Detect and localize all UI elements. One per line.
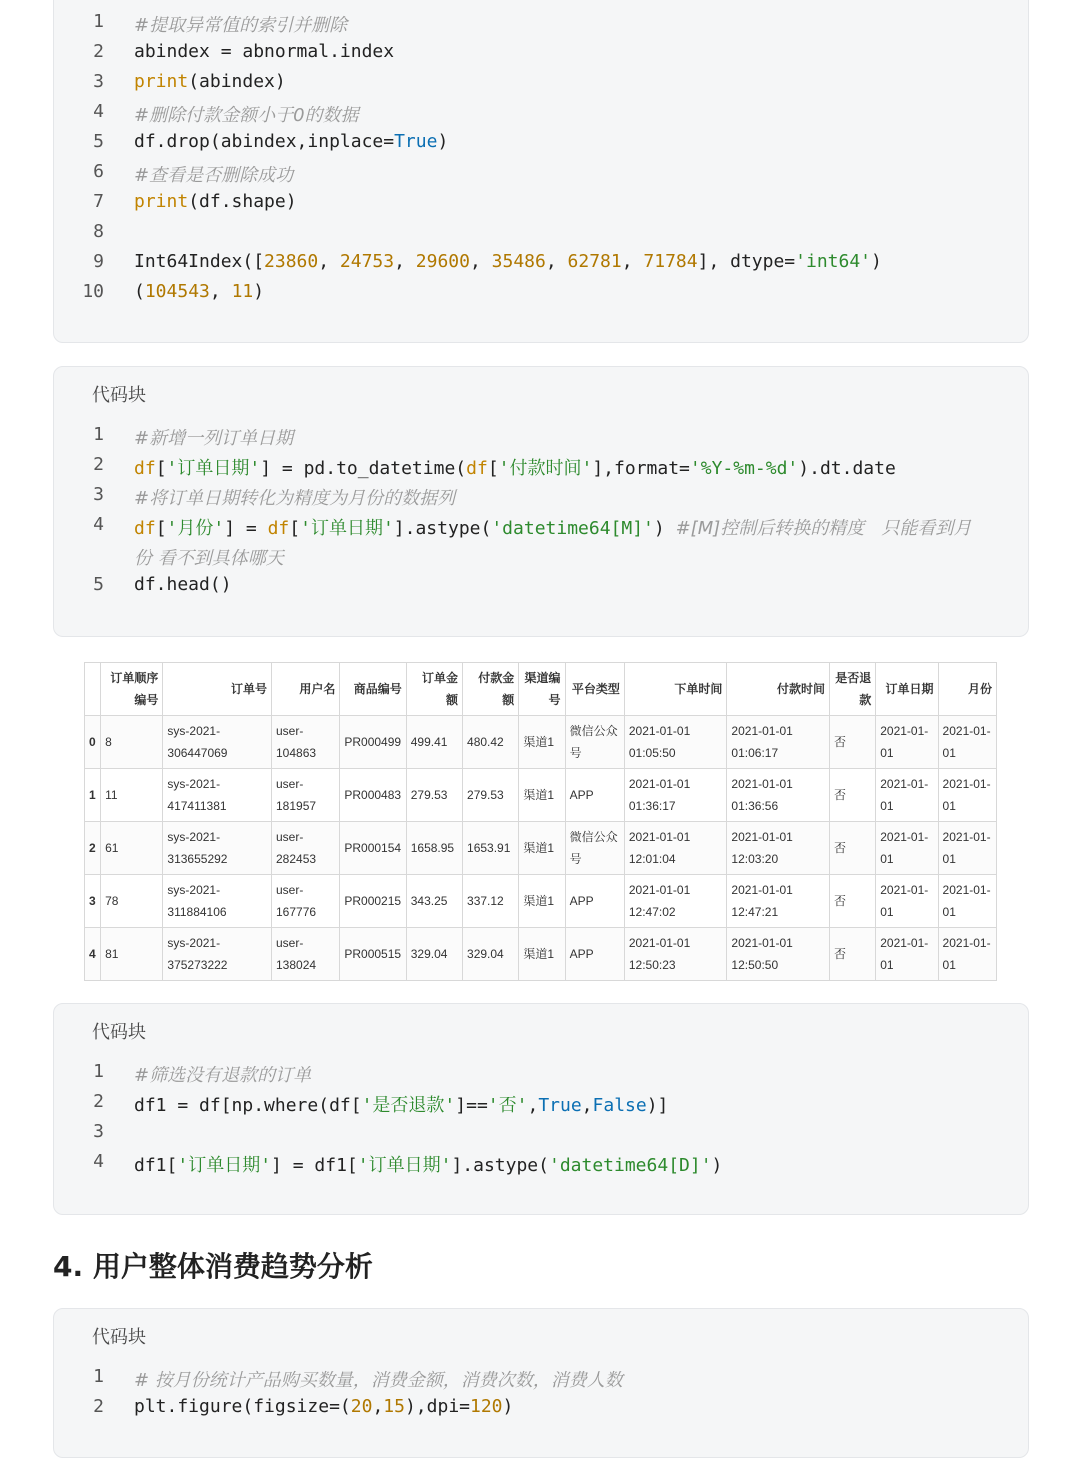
row-index: 3 (85, 875, 101, 928)
line-number: 8 (93, 221, 104, 242)
line-number: 1 (93, 424, 104, 445)
table-cell: 2021-01-01 12:47:21 (727, 875, 830, 928)
code-block-4 (53, 1308, 1029, 1458)
line-number: 1 (93, 1061, 104, 1082)
table-row (85, 716, 997, 769)
line-number: 4 (93, 514, 104, 535)
table-row (85, 822, 997, 875)
table-cell: 2021-01-01 01:36:17 (624, 769, 727, 822)
code-text: Int64Index([23860, 24753, 29600, 35486, 62781, 71784], dtype='int64') (134, 251, 882, 272)
table-cell: 否 (829, 769, 875, 822)
table-cell: sys-2021-375273222 (163, 928, 272, 981)
table-cell: PR000154 (340, 822, 406, 875)
code-block-3 (53, 1003, 1029, 1215)
table-cell: 78 (101, 875, 163, 928)
code-text: (104543, 11) (134, 281, 265, 302)
table-cell: 81 (101, 928, 163, 981)
table-cell: 2021-01-01 (876, 822, 938, 875)
column-header: 是否退款 (829, 663, 875, 716)
line-number: 3 (93, 484, 104, 505)
dataframe-table (84, 662, 997, 981)
table-cell: APP (565, 875, 624, 928)
code-text: df['订单日期'] = pd.to_datetime(df['付款时间'],format='%Y-%m-%d').dt.date (134, 458, 896, 479)
table-cell: 1653.91 (463, 822, 519, 875)
table-cell: PR000515 (340, 928, 406, 981)
table-cell: 渠道1 (519, 769, 565, 822)
table-cell: 8 (101, 716, 163, 769)
line-number: 2 (93, 454, 104, 475)
table-cell: sys-2021-417411381 (163, 769, 272, 822)
column-header: 渠道编号 (519, 663, 565, 716)
section-heading: 4. 用户整体消费趋势分析 (53, 1250, 373, 1283)
column-header: 付款时间 (727, 663, 830, 716)
line-number: 4 (93, 1151, 104, 1172)
code-text: df1 = df[np.where(df['是否退款']=='否',True,False)] (134, 1095, 669, 1116)
table-cell: 279.53 (406, 769, 462, 822)
row-index: 4 (85, 928, 101, 981)
table-cell: 2021-01-01 12:50:50 (727, 928, 830, 981)
table-cell: 61 (101, 822, 163, 875)
table-cell: APP (565, 769, 624, 822)
table-row (85, 928, 997, 981)
code-text: # 按月份统计产品购买数量，消费金额，消费次数，消费人数 (134, 1370, 623, 1391)
table-cell: 渠道1 (519, 716, 565, 769)
code-text: print(df.shape) (134, 191, 297, 212)
column-header: 付款金额 (463, 663, 519, 716)
line-number: 10 (82, 281, 104, 302)
table-body (85, 716, 997, 981)
table-cell: 微信公众号 (565, 822, 624, 875)
line-number: 6 (93, 161, 104, 182)
table-cell: 2021-01-01 (876, 769, 938, 822)
table-cell: 2021-01-01 12:01:04 (624, 822, 727, 875)
line-number: 1 (93, 1366, 104, 1387)
code-block-title: 代码块 (92, 1327, 146, 1348)
table-row (85, 769, 997, 822)
code-text: #新增一列订单日期 (134, 428, 294, 449)
table-cell: user-138024 (272, 928, 340, 981)
column-header: 月份 (938, 663, 996, 716)
table-cell: 2021-01-01 (938, 928, 996, 981)
table-cell: 2021-01-01 12:47:02 (624, 875, 727, 928)
table-cell: 329.04 (406, 928, 462, 981)
code-text: print(abindex) (134, 71, 286, 92)
table-cell: PR000215 (340, 875, 406, 928)
column-header: 订单金额 (406, 663, 462, 716)
table-cell: user-282453 (272, 822, 340, 875)
column-header: 平台类型 (565, 663, 624, 716)
code-text: abindex = abnormal.index (134, 41, 395, 62)
code-text: #筛选没有退款的订单 (134, 1065, 312, 1086)
table-cell: 否 (829, 716, 875, 769)
table-cell: PR000483 (340, 769, 406, 822)
line-number: 3 (93, 1121, 104, 1142)
code-text: #提取异常值的索引并删除 (134, 15, 348, 36)
table-cell: sys-2021-306447069 (163, 716, 272, 769)
line-number: 2 (93, 41, 104, 62)
table-cell: 渠道1 (519, 928, 565, 981)
line-number: 2 (93, 1396, 104, 1417)
table-cell: user-167776 (272, 875, 340, 928)
table-cell: 2021-01-01 (876, 875, 938, 928)
column-header: 用户名 (272, 663, 340, 716)
table-cell: 否 (829, 822, 875, 875)
column-header: 订单顺序编号 (101, 663, 163, 716)
code-text: plt.figure(figsize=(20,15),dpi=120) (134, 1396, 514, 1417)
code-block-2 (53, 366, 1029, 637)
table-cell: APP (565, 928, 624, 981)
table-cell: 否 (829, 928, 875, 981)
table-cell: 2021-01-01 (876, 928, 938, 981)
line-number: 5 (93, 131, 104, 152)
table-cell: sys-2021-311884106 (163, 875, 272, 928)
table-cell: user-181957 (272, 769, 340, 822)
line-number: 3 (93, 71, 104, 92)
table-cell: user-104863 (272, 716, 340, 769)
code-text: df1['订单日期'] = df1['订单日期'].astype('datetime64[D]') (134, 1155, 723, 1176)
table-cell: 2021-01-01 12:50:23 (624, 928, 727, 981)
table-cell: 2021-01-01 01:36:56 (727, 769, 830, 822)
line-number: 5 (93, 574, 104, 595)
code-text: df['月份'] = df['订单日期'].astype('datetime64[M]') #[M]控制后转换的精度 只能看到月 (134, 518, 972, 539)
table-cell: 329.04 (463, 928, 519, 981)
code-block-title: 代码块 (92, 1022, 146, 1043)
table-header-row (85, 663, 997, 716)
code-text: df.head() (134, 574, 232, 595)
table-cell: 2021-01-01 (876, 716, 938, 769)
code-text: #删除付款金额小于0的数据 (134, 105, 359, 126)
table-cell: 渠道1 (519, 875, 565, 928)
table-cell: 343.25 (406, 875, 462, 928)
column-header: 下单时间 (624, 663, 727, 716)
table-cell: 1658.95 (406, 822, 462, 875)
row-index: 1 (85, 769, 101, 822)
line-number: 7 (93, 191, 104, 212)
table-cell: 2021-01-01 (938, 822, 996, 875)
line-number: 4 (93, 101, 104, 122)
column-header: 订单号 (163, 663, 272, 716)
code-text: #将订单日期转化为精度为月份的数据列 (134, 488, 456, 509)
code-block-title: 代码块 (92, 385, 146, 406)
code-text: df.drop(abindex,inplace=True) (134, 131, 449, 152)
code-text: 份 看不到具体哪天 (134, 548, 284, 569)
code-text: #查看是否删除成功 (134, 165, 294, 186)
table-cell: 279.53 (463, 769, 519, 822)
column-header (85, 663, 101, 716)
table-cell: sys-2021-313655292 (163, 822, 272, 875)
row-index: 2 (85, 822, 101, 875)
line-number: 1 (93, 11, 104, 32)
table-cell: 499.41 (406, 716, 462, 769)
table-cell: 渠道1 (519, 822, 565, 875)
table-row (85, 875, 997, 928)
table-cell: 2021-01-01 (938, 716, 996, 769)
column-header: 商品编号 (340, 663, 406, 716)
table-cell: 2021-01-01 12:03:20 (727, 822, 830, 875)
line-number: 2 (93, 1091, 104, 1112)
table-cell: 11 (101, 769, 163, 822)
column-header: 订单日期 (876, 663, 938, 716)
table-cell: 2021-01-01 (938, 875, 996, 928)
table-cell: 2021-01-01 (938, 769, 996, 822)
table-cell: 480.42 (463, 716, 519, 769)
table-cell: 2021-01-01 01:06:17 (727, 716, 830, 769)
table-cell: 微信公众号 (565, 716, 624, 769)
table-cell: 否 (829, 875, 875, 928)
row-index: 0 (85, 716, 101, 769)
line-number: 9 (93, 251, 104, 272)
table-cell: PR000499 (340, 716, 406, 769)
table-cell: 337.12 (463, 875, 519, 928)
table-cell: 2021-01-01 01:05:50 (624, 716, 727, 769)
code-block-1 (53, 0, 1029, 343)
